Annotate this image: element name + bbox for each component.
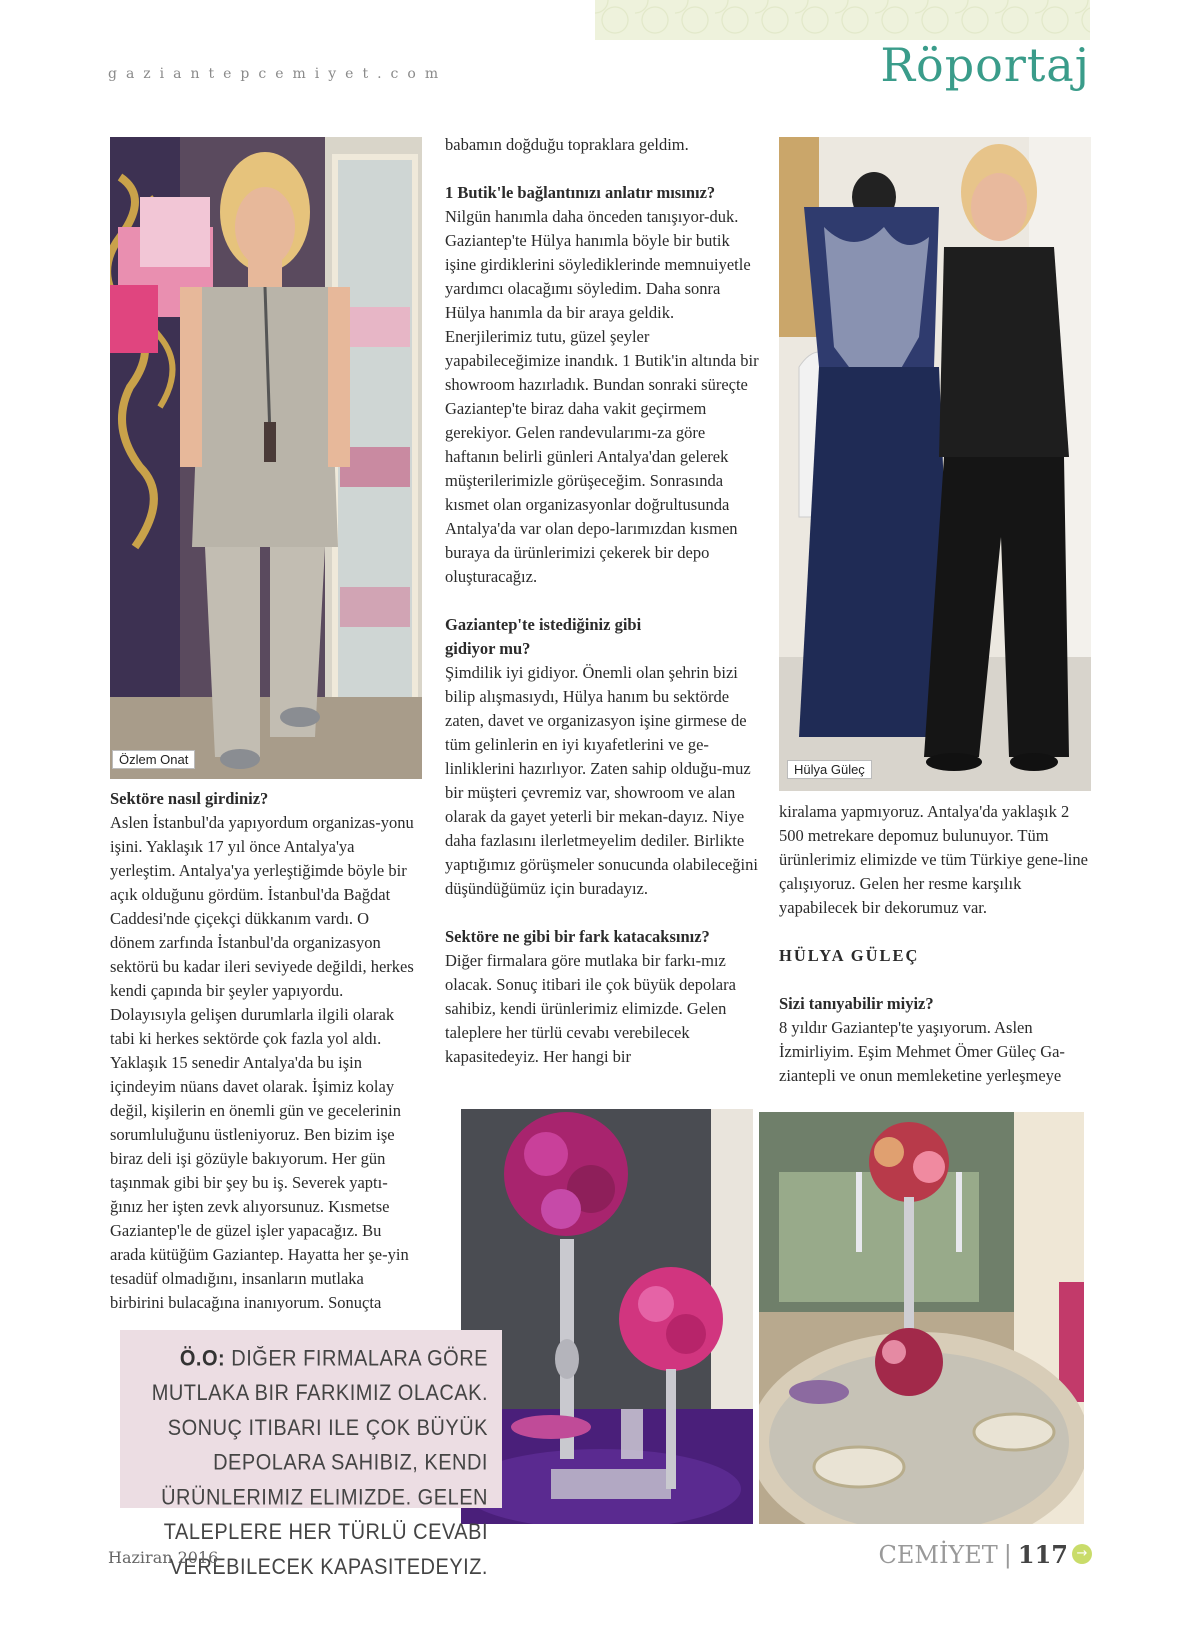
arrow-right-icon[interactable]: → bbox=[1072, 1544, 1092, 1564]
photo-ozlem-onat bbox=[110, 137, 422, 779]
question-heading: Sizi tanıyabilir miyiz? bbox=[779, 994, 934, 1013]
article-column-1 bbox=[110, 787, 415, 1315]
portrait-photo-icon bbox=[779, 137, 1091, 791]
header-pattern bbox=[595, 0, 1090, 40]
photo-hulya-gulec bbox=[779, 137, 1091, 791]
answer-paragraph: babamın doğduğu topraklara geldim. bbox=[445, 135, 689, 154]
section-title: Röportaj bbox=[880, 38, 1090, 92]
question-heading: Gaziantep'te istediğiniz gibi gidiyor mu? bbox=[445, 615, 642, 658]
page-number: 117 bbox=[1017, 1540, 1068, 1569]
answer-paragraph: Aslen İstanbul'da yapıyordum organizas-yonu işini. Yaklaşık 17 yıl önce Antalya'ya yerleştim. Antalya'ya yerleştiğimde böyle bir açık olduğunu gördüm. İstanbul'da Bağdat Caddesi'nde çiçekçi dükkanım vardı. O dönem zarfında İstanbul'da organizasyon sektörü bu kadar ileri seviyede değildi, herkes kendi çapında bir şeyler yapıyordu. Dolayısıyla gelişen durumlarla ilgili olarak tabi ki herkes sektörde çok fazla yol aldı. Yaklaşık 15 senedir Antalya'da bu işin içindeyim nüans davet olarak. İşimiz kolay değil, kişilerin en önemli gün ve gecelerinin sorumluluğunu üstleniyoruz. Ben bizim işe biraz deli işi gözüyle bakıyorum. Her gün taşınmak gibi bir şey bu iş. Severek yaptı-ğınız her işten zevk alıyorsunuz. Kısmetse Gaziantep'le de güzel işler yapacağız. Bu arada kütüğüm Gaziantep. Hayatta her şe-yin tesadüf olmadığını, insanların mutlaka birbirini bulacağına inanıyorum. Sonuçta bbox=[110, 813, 414, 1312]
question-heading: Sektöre nasıl girdiniz? bbox=[110, 789, 269, 808]
photo-caption: Hülya Güleç bbox=[787, 760, 872, 779]
table-decor-photo-icon bbox=[461, 1109, 753, 1524]
question-heading: Sektöre ne gibi bir fark katacaksınız? bbox=[445, 927, 710, 946]
answer-paragraph: kiralama yapmıyoruz. Antalya'da yaklaşık 2 500 metrekare depomuz bulunuyor. Tüm ürünlerimiz elimizde ve tüm Türkiye gene-line çalışıyoruz. Gelen her resme karşılık yapabilecek bir dekorumuz var. bbox=[779, 802, 1088, 917]
photo-caption: Özlem Onat bbox=[112, 750, 195, 769]
site-url: gaziantepcemiyet.com bbox=[108, 66, 448, 82]
answer-paragraph: Nilgün hanımla daha önceden tanışıyor-duk. Gaziantep'te Hülya hanımla böyle bir butik işine girdiklerini söylediklerinde memnuiyetle yardımcı olacağımı söyledim. Daha sonra Hülya hanımla da bir araya geldik. Enerjilerimiz tutu, güzel şeyler yapabileceğimize inandık. 1 Butik'in altında bir showroom hazırladık. Bundan sonraki süreçte Gaziantep'te biraz daha vakit geçirmem gerekiyor. Gelen randevularımı-za göre haftanın belirli günleri Antalya'dan gelerek müşterilerimizle görüşeceğim. Sonrasında kısmet olan organizasyonlar doğrultusunda Antalya'da var olan depo-larımızdan kısmen buraya da ürünlerimizi çekerek bir depo oluşturacağız. bbox=[445, 207, 759, 586]
page-folio bbox=[878, 1540, 1068, 1569]
pull-quote-body: DIĞER FIRMALARA GÖRE MUTLAKA BIR FARKIMIZ OLACAK. SONUÇ ITIBARI ILE ÇOK BÜYÜK DEPOLARA SAHIBIZ, KENDI ÜRÜNLERIMIZ ELIMIZDE. GELEN TALEPLERE HER TÜRLÜ CEVABI VEREBILECEK KAPASITEDEYIZ. bbox=[151, 1346, 488, 1580]
folio-separator: | bbox=[1003, 1541, 1012, 1569]
interviewee-name: HÜLYA GÜLEÇ bbox=[779, 946, 920, 965]
issue-date: Haziran 2016 bbox=[108, 1548, 219, 1567]
answer-paragraph: Diğer firmalara göre mutlaka bir farkı-mız olacak. Sonuç itibari ile çok büyük depolara sahibiz, kendi ürünlerimiz elimizde. Gelen taleplere her türlü cevabı verebilecek kapasitedeyiz. Her hangi bir bbox=[445, 951, 736, 1066]
portrait-photo-icon bbox=[110, 137, 422, 779]
photo-table-setting bbox=[759, 1112, 1084, 1524]
pull-quote-lead: Ö.O: bbox=[179, 1346, 226, 1372]
answer-paragraph: 8 yıldır Gaziantep'te yaşıyorum. Aslen İzmirliyim. Eşim Mehmet Ömer Güleç Ga-ziantepli ve onun memleketine yerleşmeye bbox=[779, 1018, 1065, 1085]
magazine-name: CEMİYET bbox=[878, 1541, 998, 1569]
article-column-3 bbox=[779, 800, 1091, 1088]
answer-paragraph: Şimdilik iyi gidiyor. Önemli olan şehrin bizi bilip alışmasıydı, Hülya hanım bu sektörde zaten, davet ve organizasyon işine girmese de tüm gelinlerin en iyi kıyafetlerini ve ge-linliklerini hazırlıyor. Zaten sahip olduğu-muz bir müşteri çevremiz var, showroom ve alan olarak da gayet yeterli bir mekan-dayız. Niye daha fazlasını ilerletmeyelim dediler. Birlikte yaptığımız görüşmeler sonucunda olabileceğini düşündüğümüz için buradayız. bbox=[445, 663, 758, 898]
table-decor-photo-icon bbox=[759, 1112, 1084, 1524]
photo-flower-arrangement bbox=[461, 1109, 753, 1524]
article-column-2 bbox=[445, 133, 760, 1069]
question-heading: 1 Butik'le bağlantınızı anlatır mısınız? bbox=[445, 183, 716, 202]
